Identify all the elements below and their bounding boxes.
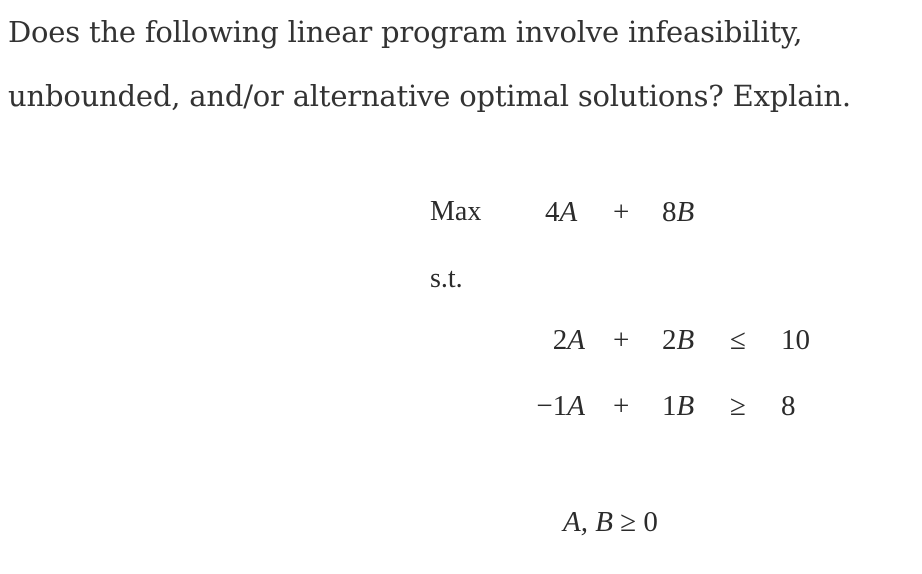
constraint-1-rhs: 10	[781, 324, 810, 356]
constraint-2-var-a: A	[567, 390, 585, 422]
objective-label: Max	[430, 196, 482, 227]
nonnegativity-vars: A, B	[563, 506, 613, 538]
constraint-2-rhs: 8	[781, 390, 796, 422]
constraint-2-term-a	[500, 392, 585, 421]
question-line-1: Does the following linear program involve infeasibility,	[8, 15, 803, 49]
nonnegativity-constraint	[563, 508, 658, 537]
objective-coef-b: 8	[662, 196, 677, 228]
constraint-2-relation: ≥	[730, 390, 746, 422]
subject-to-label: s.t.	[430, 263, 463, 294]
question-line-2: unbounded, and/or alternative optimal solutions? Explain.	[8, 79, 851, 113]
objective-var-a: A	[559, 196, 578, 228]
constraint-2-term-b	[662, 392, 694, 421]
constraint-1-term-b	[662, 326, 694, 355]
constraint-2-var-b: B	[676, 390, 695, 422]
objective-term-a	[545, 198, 577, 227]
constraint-2-plus: +	[613, 390, 630, 422]
objective-term-b	[662, 198, 694, 227]
question-text	[8, 0, 918, 128]
nonnegativity-rhs: 0	[643, 506, 658, 538]
nonnegativity-relation: ≥	[620, 506, 637, 538]
constraint-1-term-a	[500, 326, 585, 355]
constraint-2-coef-a: −1	[536, 390, 568, 422]
objective-plus: +	[613, 196, 630, 228]
constraint-2-coef-b: 1	[662, 390, 677, 422]
constraint-1-relation: ≤	[730, 324, 746, 356]
constraint-1-coef-b: 2	[662, 324, 677, 356]
constraint-1-coef-a: 2	[552, 324, 568, 356]
constraint-1-var-b: B	[676, 324, 695, 356]
objective-coef-a: 4	[545, 196, 560, 228]
constraint-1-plus: +	[613, 324, 630, 356]
objective-var-b: B	[676, 196, 695, 228]
constraint-1-var-a: A	[567, 324, 585, 356]
